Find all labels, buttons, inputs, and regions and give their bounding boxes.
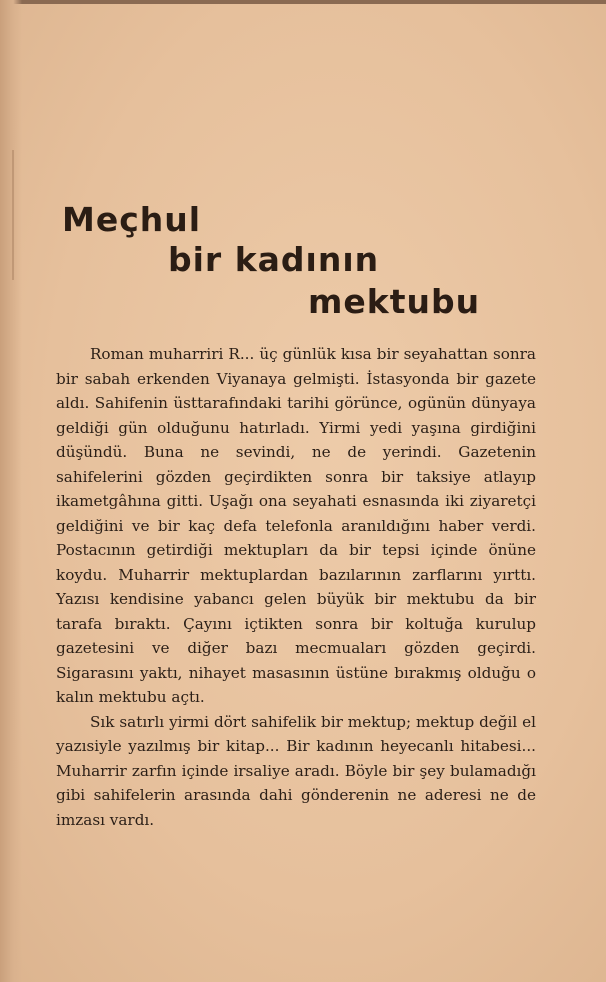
body-text <box>56 342 536 832</box>
title-line-3: mektubu <box>308 282 481 321</box>
paragraph-2: Sık satırlı yirmi dört sahifelik bir mektup; mektup değil el yazısiyle yazılmış bir kitap... Bir kadının heyecanlı hitabesi... Muharrir zarfın içinde irsaliye aradı. Böyle bir şey bulamadığı gibi sahifelerin arasında dahi gönderenin ne aderesi ne de imzası vardı. <box>56 712 536 829</box>
page-crease <box>12 150 14 280</box>
page-left-edge <box>0 0 22 982</box>
title-line-2: bir kadının <box>168 240 380 279</box>
paragraph-1: Roman muharriri R... üç günlük kısa bir seyahattan sonra bir sabah erkenden Viyanaya gelmişti. İstasyonda bir gazete aldı. Sahifenin üsttarafındaki tarihi görünce, ogünün dünyaya geldiği gün olduğunu hatırladı. Yirmi yedi yaşına girdiğini düşündü. Buna ne sevindi, ne de yerindi. Gazetenin sahifelerini gözden geçirdikten sonra bir taksiye atlayıp ikametgâhına gitti. Uşağı ona seyahati esnasında iki ziyaretçi geldiğini ve bir kaç defa telefonla aranıldığını haber verdi. Postacının getirdiği mektupları da bir tepsi içinde önüne koydu. Muharrir mektuplardan bazılarının zarflarını yırttı. Yazısı kendisine yabancı gelen büyük bir mektubu da bir tarafa bıraktı. Çayını içtikten sonra bir koltuğa kurulup gazetesini ve diğer bazı mecmuaları gözden geçirdi. Sigarasını yaktı, nihayet masasının üstüne bırakmış olduğu o kalın mektubu açtı. <box>56 345 536 706</box>
page-top-edge <box>0 0 606 4</box>
title-line-1: Meçhul <box>62 200 202 239</box>
